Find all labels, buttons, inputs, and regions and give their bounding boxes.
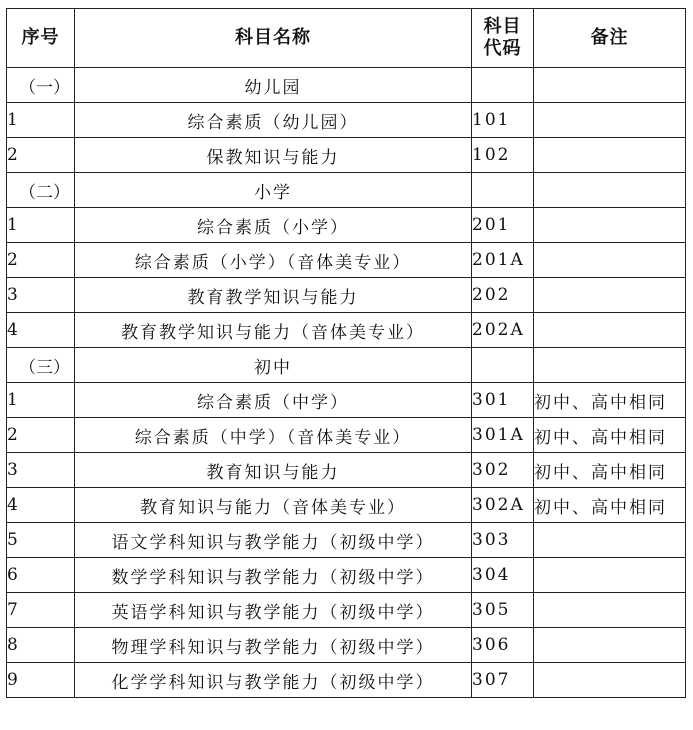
cell-code: 202A	[472, 313, 534, 348]
cell-code: 101	[472, 103, 534, 138]
cell-name: 物理学科知识与教学能力（初级中学）	[75, 628, 472, 663]
cell-name: 初中	[75, 348, 472, 383]
table-row	[7, 523, 686, 558]
cell-code: 102	[472, 138, 534, 173]
cell-name: 综合素质（中学）	[75, 383, 472, 418]
cell-seq: 6	[7, 558, 75, 593]
cell-note	[534, 278, 686, 313]
cell-code: 301	[472, 383, 534, 418]
header-code	[472, 9, 534, 68]
cell-note	[534, 313, 686, 348]
cell-name: 英语学科知识与教学能力（初级中学）	[75, 593, 472, 628]
cell-note	[534, 558, 686, 593]
table-row	[7, 663, 686, 698]
cell-code: 201A	[472, 243, 534, 278]
cell-note	[534, 103, 686, 138]
table-row	[7, 68, 686, 103]
table-row	[7, 418, 686, 453]
cell-seq: 1	[7, 383, 75, 418]
table-row	[7, 138, 686, 173]
cell-name: 数学学科知识与教学能力（初级中学）	[75, 558, 472, 593]
cell-note	[534, 68, 686, 103]
cell-note	[534, 628, 686, 663]
cell-note	[534, 173, 686, 208]
cell-seq: 9	[7, 663, 75, 698]
cell-code: 201	[472, 208, 534, 243]
cell-code	[472, 68, 534, 103]
cell-name: 小学	[75, 173, 472, 208]
cell-code	[472, 348, 534, 383]
cell-seq: 2	[7, 243, 75, 278]
header-code-line2: 代码	[483, 38, 522, 59]
cell-note	[534, 523, 686, 558]
table-row	[7, 243, 686, 278]
cell-note	[534, 663, 686, 698]
cell-note: 初中、高中相同	[534, 383, 686, 418]
cell-note	[534, 593, 686, 628]
cell-code: 202	[472, 278, 534, 313]
header-code-line1: 科目	[483, 16, 522, 37]
cell-note: 初中、高中相同	[534, 488, 686, 523]
cell-seq: 4	[7, 313, 75, 348]
cell-seq: （二）	[7, 173, 75, 208]
cell-code: 301A	[472, 418, 534, 453]
cell-code	[472, 173, 534, 208]
cell-seq: 4	[7, 488, 75, 523]
cell-name: 保教知识与能力	[75, 138, 472, 173]
cell-seq: （一）	[7, 68, 75, 103]
cell-name: 幼儿园	[75, 68, 472, 103]
subject-table	[6, 8, 686, 698]
cell-name: 教育知识与能力（音体美专业）	[75, 488, 472, 523]
cell-note	[534, 208, 686, 243]
header-seq: 序号	[7, 9, 75, 68]
cell-seq: 7	[7, 593, 75, 628]
header-name: 科目名称	[75, 9, 472, 68]
table-row	[7, 453, 686, 488]
table-row	[7, 383, 686, 418]
table-row	[7, 173, 686, 208]
cell-code: 303	[472, 523, 534, 558]
cell-seq: 5	[7, 523, 75, 558]
cell-code: 302A	[472, 488, 534, 523]
cell-note: 初中、高中相同	[534, 418, 686, 453]
cell-seq: 2	[7, 138, 75, 173]
table-row	[7, 278, 686, 313]
cell-code: 302	[472, 453, 534, 488]
cell-name: 综合素质（小学）	[75, 208, 472, 243]
cell-name: 综合素质（小学）（音体美专业）	[75, 243, 472, 278]
cell-code: 305	[472, 593, 534, 628]
cell-name: 语文学科知识与教学能力（初级中学）	[75, 523, 472, 558]
header-note: 备注	[534, 9, 686, 68]
cell-name: 综合素质（中学）（音体美专业）	[75, 418, 472, 453]
cell-seq: 3	[7, 278, 75, 313]
cell-code: 307	[472, 663, 534, 698]
table-row	[7, 313, 686, 348]
table-row	[7, 558, 686, 593]
cell-note	[534, 348, 686, 383]
cell-note	[534, 138, 686, 173]
cell-seq: （三）	[7, 348, 75, 383]
cell-note: 初中、高中相同	[534, 453, 686, 488]
cell-name: 化学学科知识与教学能力（初级中学）	[75, 663, 472, 698]
table-row	[7, 103, 686, 138]
cell-seq: 1	[7, 103, 75, 138]
cell-name: 综合素质（幼儿园）	[75, 103, 472, 138]
table-row	[7, 593, 686, 628]
table-row	[7, 208, 686, 243]
cell-seq: 3	[7, 453, 75, 488]
cell-note	[534, 243, 686, 278]
cell-name: 教育教学知识与能力（音体美专业）	[75, 313, 472, 348]
cell-seq: 1	[7, 208, 75, 243]
cell-seq: 8	[7, 628, 75, 663]
table-row	[7, 348, 686, 383]
cell-code: 304	[472, 558, 534, 593]
cell-seq: 2	[7, 418, 75, 453]
cell-name: 教育教学知识与能力	[75, 278, 472, 313]
cell-code: 306	[472, 628, 534, 663]
table-row	[7, 488, 686, 523]
cell-name: 教育知识与能力	[75, 453, 472, 488]
table-row	[7, 628, 686, 663]
header-row	[7, 9, 686, 68]
